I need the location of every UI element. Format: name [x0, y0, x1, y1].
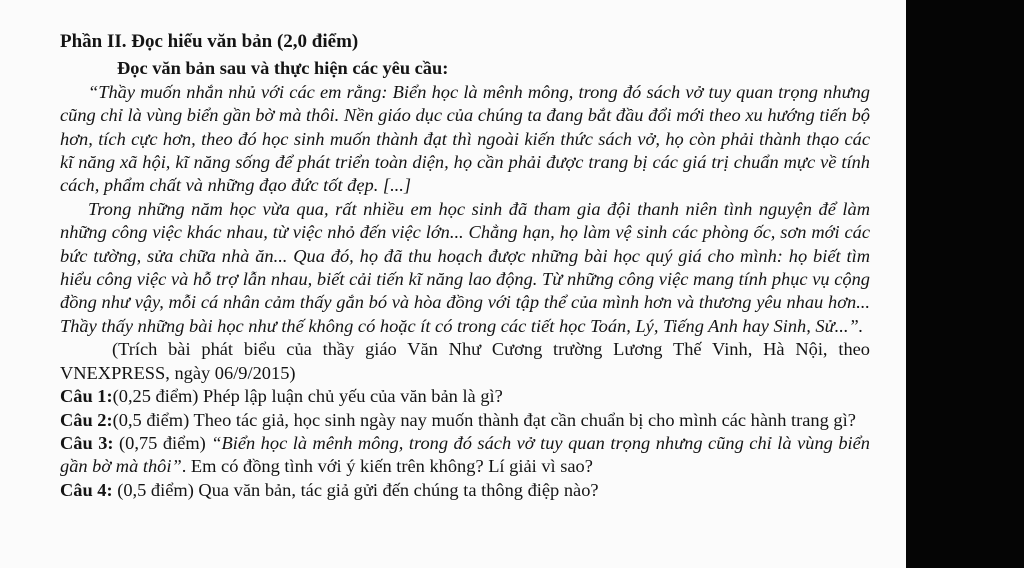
document-content — [60, 30, 870, 502]
passage-paragraph-1: “Thầy muốn nhắn nhủ với các em rằng: Biển học là mênh mông, trong đó sách vở tuy quan trọng nhưng cũng chỉ là vùng biển gần bờ mà thôi. Nền giáo dục của chúng ta đang bắt đầu đổi mới theo xu hướng tiến bộ hơn, tích cực hơn, theo đó học sinh muốn thành đạt thì ngoài kiến thức sách vở, họ còn phải thành thạo các kĩ năng xã hội, kĩ năng sống để phát triển toàn diện, họ cần phải được trang bị các giá trị chuẩn mực về tính cách, phẩm chất và những đạo đức tốt đẹp. [...] — [60, 81, 870, 196]
black-margin — [906, 0, 1024, 568]
question-4-text: (0,5 điểm) Qua văn bản, tác giả gửi đến chúng ta thông điệp nào? — [112, 479, 599, 500]
question-3-label: Câu 3: — [60, 432, 114, 453]
source-citation: (Trích bài phát biểu của thầy giáo Văn Như Cương trường Lương Thế Vinh, Hà Nội, theo VNEXPRESS, ngày 06/9/2015) — [60, 339, 870, 383]
passage-paragraph-2: Trong những năm học vừa qua, rất nhiều em học sinh đã tham gia đội thanh niên tình nguyện để làm những công việc khác nhau, từ việc nhỏ đến việc lớn... Chẳng hạn, họ làm vệ sinh các phòng ốc, sơn mới các bức tường, sửa chữa nhà ăn... Qua đó, họ đã thu hoạch được những bài học quý giá cho mình: họ biết tìm hiểu công việc và hỗ trợ lẫn nhau, biết cải tiến kĩ năng lao động. Từ những công việc mang tính phục vụ cộng đồng như vậy, mỗi cá nhân cảm thấy gắn bó và hòa đồng với tập thể của mình hơn và thương yêu nhau hơn... Thầy thấy những bài học như thế không có hoặc ít có trong các tiết học Toán, Lý, Tiếng Anh hay Sinh, Sử...”. — [60, 198, 870, 336]
question-1-label: Câu 1: — [60, 386, 113, 407]
question-1-text: (0,25 điểm) Phép lập luận chủ yếu của văn bản là gì? — [112, 386, 503, 407]
question-2-text: (0,5 điểm) Theo tác giả, học sinh ngày nay muốn thành đạt cần chuẩn bị cho mình các hành trang gì? — [112, 409, 856, 430]
question-3 — [60, 432, 870, 479]
question-3-quote: “Biển học là mênh mông, trong đó sách vở tuy quan trọng nhưng cũng chỉ là vùng biển gần bờ mà thôi” — [60, 432, 870, 477]
instruction: Đọc văn bản sau và thực hiện các yêu cầu: — [117, 58, 449, 79]
question-4-label: Câu 4: — [60, 479, 113, 500]
question-3-text: . Em có đồng tình với ý kiến trên không? Lí giải vì sao? — [181, 456, 593, 477]
question-2 — [60, 409, 870, 432]
question-1 — [60, 385, 870, 408]
section-title: Phần II. Đọc hiểu văn bản (2,0 điểm) — [60, 31, 359, 52]
question-4 — [60, 479, 870, 502]
question-3-points: (0,75 điểm) — [113, 432, 212, 453]
question-2-label: Câu 2: — [60, 409, 113, 430]
